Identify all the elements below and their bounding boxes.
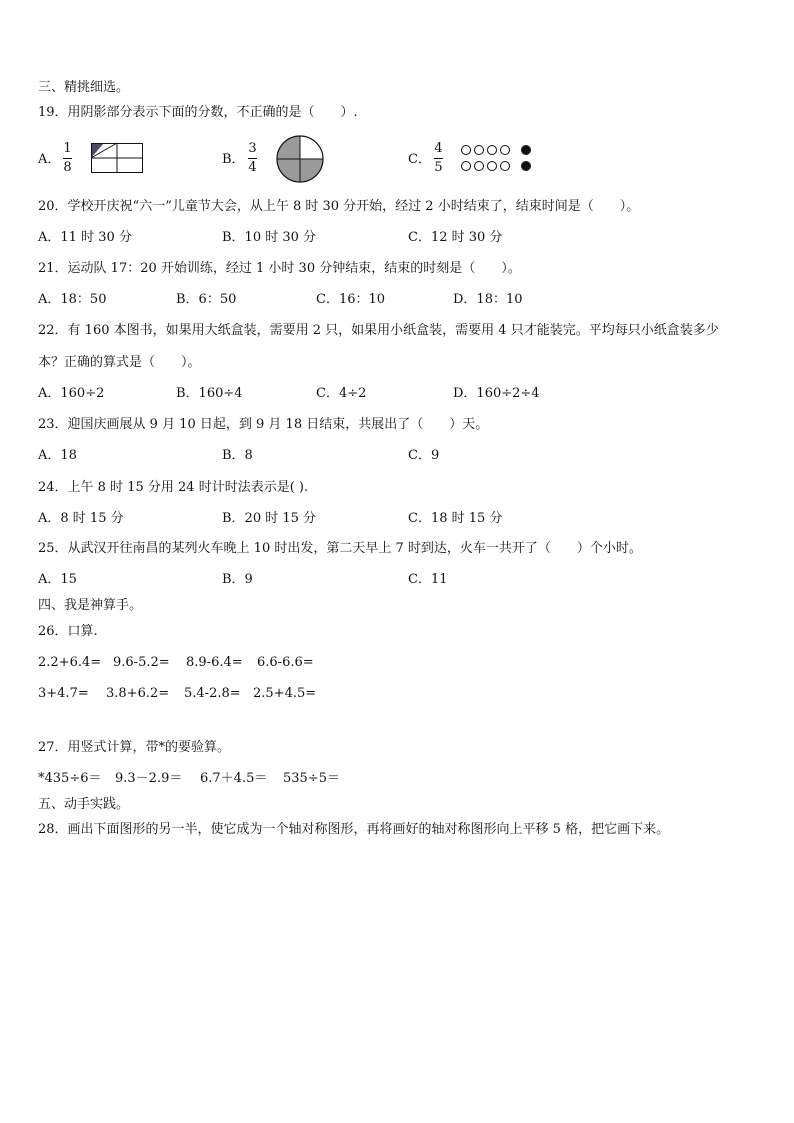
shaded-triangle <box>91 143 104 158</box>
q26-calc: 3+4.7= <box>38 686 89 701</box>
q26-stem: 26．口算. <box>38 624 98 639</box>
q21-option-b: B．6：50 <box>176 292 237 307</box>
q25-option-a: A．15 <box>38 572 77 587</box>
q20-option-b: B．10 时 30 分 <box>222 230 317 245</box>
q28-stem: 28．画出下面图形的另一半，使它成为一个轴对称图形，再将画好的轴对称图形向上平移 5 格，把它画下来。 <box>38 822 670 837</box>
q27-calc: *435÷6＝ <box>38 771 102 786</box>
q27-stem: 27．用竖式计算，带*的要验算。 <box>38 740 231 755</box>
fraction-numerator: 4 <box>434 141 443 156</box>
q26-calc: 6.6-6.6= <box>257 655 314 670</box>
q20-option-a: A．11 时 30 分 <box>38 230 132 245</box>
q25-stem: 25．从武汉开往南昌的某列火车晚上 10 时出发，第二天早上 7 时到达，火车一共开了（ ）个小时。 <box>38 541 642 556</box>
q21-option-c: C．16：10 <box>316 292 386 307</box>
q24-stem: 24．上午 8 时 15 分用 24 时计时法表示是( ). <box>38 480 309 495</box>
q24-option-b: B．20 时 15 分 <box>222 511 317 526</box>
q22-stem-line2: 本？正确的算式是（ ）。 <box>38 355 201 370</box>
fraction-denominator: 5 <box>434 160 443 175</box>
q26-calc: 8.9-6.4= <box>186 655 243 670</box>
q27-calc: 6.7＋4.5＝ <box>200 771 268 786</box>
q27-calc: 535÷5＝ <box>283 771 340 786</box>
section-5-title: 五、动手实践。 <box>38 797 130 812</box>
q22-option-c: C．4÷2 <box>316 386 367 401</box>
q19-option-b-fraction <box>248 142 257 175</box>
fraction-denominator: 4 <box>248 160 257 175</box>
q25-option-b: B．9 <box>222 572 253 587</box>
fraction-denominator: 8 <box>63 160 72 175</box>
q23-option-b: B．8 <box>222 448 253 463</box>
q26-calc: 2.5+4.5= <box>253 686 317 701</box>
q19-stem: 19．用阴影部分表示下面的分数，不正确的是（ ）. <box>38 105 358 120</box>
q22-option-d: D．160÷2÷4 <box>453 386 540 401</box>
q22-option-b: B．160÷4 <box>176 386 243 401</box>
q27-calc: 9.3－2.9＝ <box>115 771 183 786</box>
q21-option-a: A．18：50 <box>38 292 107 307</box>
q21-stem: 21．运动队 17：20 开始训练，经过 1 小时 30 分钟结束，结束的时刻是（ ）。 <box>38 261 521 276</box>
q22-stem-line1: 22．有 160 本图书，如果用大纸盒装，需要用 2 只，如果用小纸盒装，需要用 4 只才能装完。平均每只小纸盒装多少 <box>38 323 719 338</box>
q19-option-b-label: B． <box>222 152 245 167</box>
q21-option-d: D．18：10 <box>453 292 523 307</box>
q23-stem: 23．迎国庆画展从 9 月 10 日起，到 9 月 18 日结束，共展出了（ ）天。 <box>38 417 489 432</box>
q20-option-c: C．12 时 30 分 <box>408 230 503 245</box>
circle-quarters-figure <box>276 135 324 183</box>
section-4-title: 四、我是神算手。 <box>38 598 143 613</box>
dots-figure <box>460 143 534 173</box>
fraction-numerator: 3 <box>248 141 257 156</box>
q19-option-a-label: A． <box>38 152 61 167</box>
q23-option-c: C．9 <box>408 448 440 463</box>
fraction-numerator: 1 <box>63 141 72 156</box>
q26-calc: 5.4-2.8= <box>184 686 241 701</box>
q26-calc: 9.6-5.2= <box>113 655 170 670</box>
q22-option-a: A．160÷2 <box>38 386 105 401</box>
q20-stem: 20．学校开庆祝“六一”儿童节大会，从上午 8 时 30 分开始，经过 2 小时结束了，结束时间是（ ）。 <box>38 199 640 214</box>
q26-calc: 3.8+6.2= <box>106 686 170 701</box>
q25-option-c: C．11 <box>408 572 448 587</box>
q19-option-c-fraction <box>434 142 443 175</box>
q23-option-a: A．18 <box>38 448 77 463</box>
section-3-title: 三、精挑细选。 <box>38 80 130 95</box>
q24-option-a: A．8 时 15 分 <box>38 511 124 526</box>
rectangle-eighths-figure <box>91 143 143 173</box>
q26-calc: 2.2+6.4= <box>38 655 102 670</box>
q24-option-c: C．18 时 15 分 <box>408 511 503 526</box>
q19-option-a-fraction <box>63 142 72 175</box>
q19-option-c-label: C． <box>408 152 431 167</box>
